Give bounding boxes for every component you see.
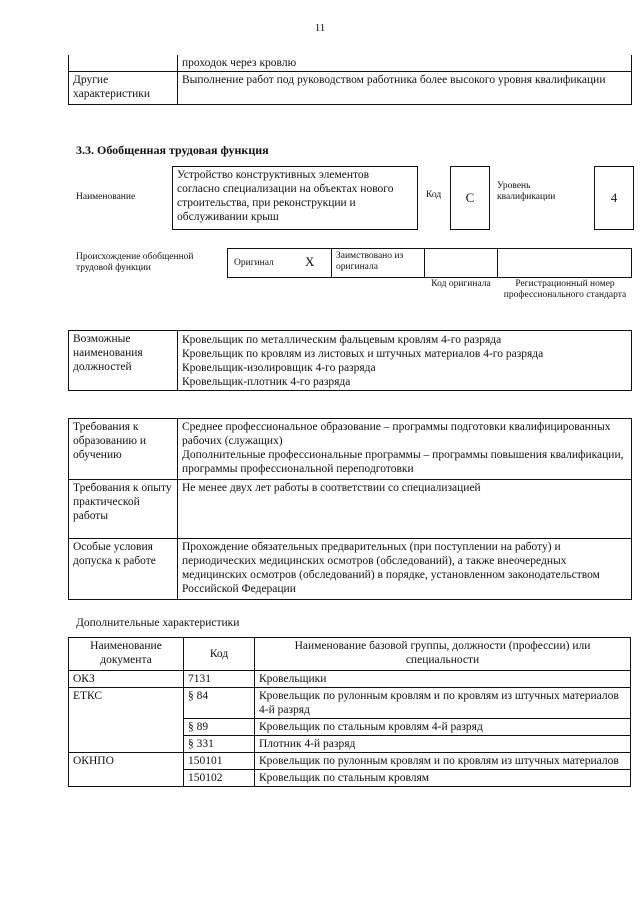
original-label: Оригинал xyxy=(234,258,274,268)
naming-label: Наименование xyxy=(76,192,136,202)
experience-value: Не менее двух лет работы в соответствии со специализацией xyxy=(178,480,632,539)
naming-value-box xyxy=(172,166,418,230)
row-name: Кровельщик по рулонным кровлям и по кровлям из штучных материалов 4-й разряд xyxy=(255,688,631,719)
origin-label: Происхождение обобщенной трудовой функции xyxy=(76,252,194,273)
conditions-label: Особые условия допуска к работе xyxy=(69,539,178,600)
col-code-header: Код xyxy=(184,638,255,671)
origin-box xyxy=(227,248,632,278)
code-label: Код xyxy=(426,190,442,200)
row-name: Кровельщик по стальным кровлям xyxy=(255,770,631,787)
level-label: Уровень квалификации xyxy=(497,181,556,202)
origin-divider-2 xyxy=(424,248,425,277)
reg-number-caption: Регистрационный номер профессионального стандарта xyxy=(503,279,627,300)
top-table xyxy=(68,55,632,105)
row-code: 7131 xyxy=(184,671,255,688)
table-row xyxy=(69,688,631,719)
positions-table xyxy=(68,330,632,391)
level-value-box xyxy=(594,166,634,230)
row-code: § 89 xyxy=(184,719,255,736)
code-value: С xyxy=(465,190,475,205)
level-value: 4 xyxy=(610,190,618,205)
other-characteristics-label: Другие характеристики xyxy=(69,72,178,105)
row-doc: ОКЗ xyxy=(69,671,184,688)
row-code: § 331 xyxy=(184,736,255,753)
positions-label: Возможные наименования должностей xyxy=(69,331,178,391)
position-item: Кровельщик-изолировщик 4-го разряда xyxy=(182,362,376,374)
row-code: 150101 xyxy=(184,753,255,770)
education-label: Требования к образованию и обучению xyxy=(69,419,178,480)
row-doc: ОКНПО xyxy=(69,753,184,787)
position-item: Кровельщик-плотник 4-го разряда xyxy=(182,376,351,388)
position-item: Кровельщик по металлическим фальцевым кровлям 4-го разряда xyxy=(182,334,502,346)
borrowed-label: Заимствовано из оригинала xyxy=(336,251,404,272)
requirements-table xyxy=(68,418,632,600)
education-values xyxy=(178,419,632,480)
top-table-empty-cell xyxy=(69,55,178,72)
col-name-header: Наименование базовой группы, должности (профессии) или специальности xyxy=(255,638,631,671)
other-characteristics-value: Выполнение работ под руководством работника более высокого уровня квалификации xyxy=(178,72,632,105)
education-value-2: Дополнительные профессиональные программы – программы повышения квалификации, программы профессиональной переподготовки xyxy=(182,449,624,475)
origin-divider-3 xyxy=(497,248,498,277)
table-row xyxy=(69,753,631,770)
top-table-cont: проходок через кровлю xyxy=(178,55,632,72)
row-doc: ЕТКС xyxy=(69,688,184,753)
original-mark: X xyxy=(305,254,315,269)
row-name: Плотник 4-й разряд xyxy=(255,736,631,753)
position-item: Кровельщик по кровлям из листовых и штучных материалов 4-го разряда xyxy=(182,348,544,360)
row-name: Кровельщики xyxy=(255,671,631,688)
section-title: 3.3. Обобщенная трудовая функция xyxy=(76,143,269,157)
row-name: Кровельщик по рулонным кровлям и по кровлям из штучных материалов xyxy=(255,753,631,770)
additional-title: Дополнительные характеристики xyxy=(76,617,240,629)
conditions-value: Прохождение обязательных предварительных (при поступлении на работу) и периодических медицинских осмотров (обследований), а также внеочередных медицинских осмотров (обследований) в порядке, установленном законодательством Российской Федерации xyxy=(178,539,632,600)
origin-divider-1 xyxy=(331,248,332,277)
code-value-box xyxy=(450,166,490,230)
page-number: 11 xyxy=(314,22,326,34)
naming-value: Устройство конструктивных элементов согласно специализации на объектах нового строительства, при реконструкции и обслуживании крыш xyxy=(177,169,394,223)
code-original-caption: Код оригинала xyxy=(431,279,491,289)
education-value-1: Среднее профессиональное образование – программы подготовки квалифицированных рабочих (служащих) xyxy=(182,421,611,447)
additional-table xyxy=(68,637,631,787)
col-doc-header: Наименование документа xyxy=(69,638,184,671)
row-code: 150102 xyxy=(184,770,255,787)
row-code: § 84 xyxy=(184,688,255,719)
table-row xyxy=(69,671,631,688)
row-name: Кровельщик по стальным кровлям 4-й разряд xyxy=(255,719,631,736)
experience-label: Требования к опыту практической работы xyxy=(69,480,178,539)
positions-values xyxy=(178,331,632,391)
